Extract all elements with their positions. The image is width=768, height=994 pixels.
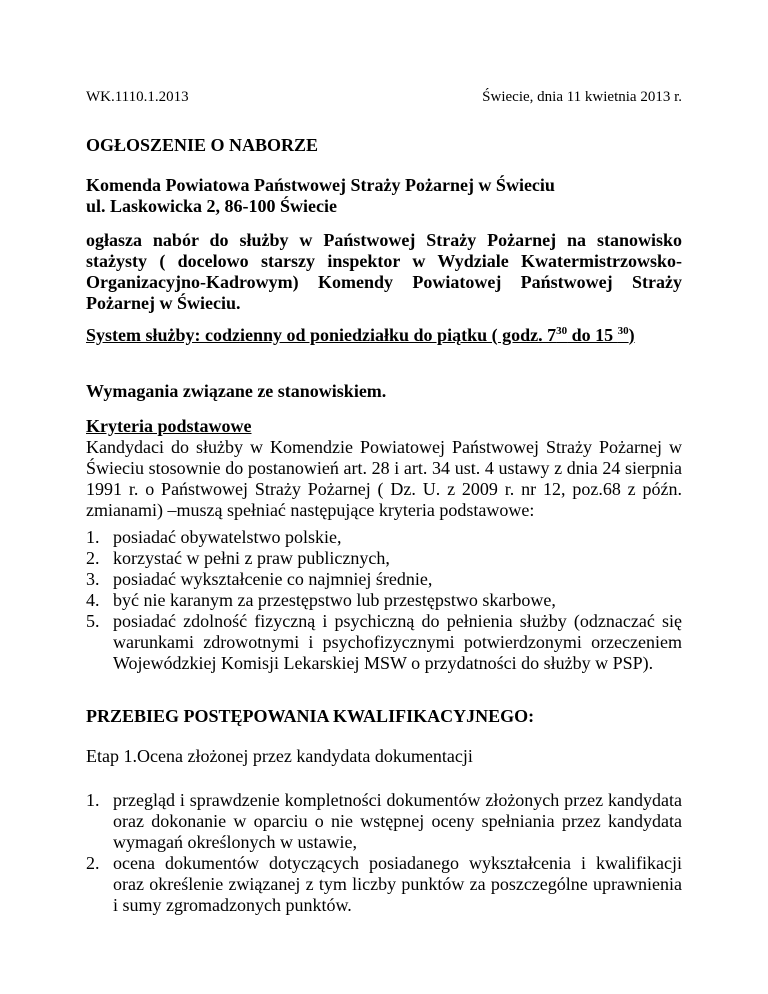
list-item [86, 853, 682, 916]
service-system-prefix: System służby: codzienny od poniedziałku do piątku ( godz. 7 [86, 325, 557, 345]
list-item-number: 1. [86, 790, 100, 810]
service-system-line [86, 325, 682, 346]
list-item-text: posiadać wykształcenie co najmniej średnie, [113, 569, 433, 589]
stage1-heading: Etap 1.Ocena złożonej przez kandydata dokumentacji [86, 746, 473, 766]
list-item-number: 3. [86, 569, 100, 589]
list-item [86, 790, 682, 853]
organization-block [86, 175, 682, 217]
list-item-text: posiadać obywatelstwo polskie, [113, 527, 342, 547]
list-item-number: 2. [86, 853, 100, 873]
list-item [86, 569, 682, 590]
list-item-number: 1. [86, 527, 100, 547]
organization-address: ul. Laskowicka 2, 86-100 Świecie [86, 196, 338, 216]
service-end-minutes: 30 [617, 325, 629, 337]
list-item-text: być nie karanym za przestępstwo lub przestępstwo skarbowe, [113, 590, 556, 610]
stage1-list [86, 790, 682, 916]
criteria-list [86, 527, 682, 674]
criteria-heading: Kryteria podstawowe [86, 416, 252, 436]
list-item [86, 590, 682, 611]
procedure-heading: PRZEBIEG POSTĘPOWANIA KWALIFIKACYJNEGO: [86, 706, 535, 726]
list-item [86, 611, 682, 674]
list-item-text: ocena dokumentów dotyczących posiadanego wykształcenia i kwalifikacji oraz określenie związanej z tym liczby punktów za poszczególne uprawnienia i sumy zgromadzonych punktów. [113, 853, 682, 915]
service-system-suffix: ) [628, 325, 635, 345]
list-item-number: 4. [86, 590, 100, 610]
requirements-heading: Wymagania związane ze stanowiskiem. [86, 381, 387, 401]
organization-name: Komenda Powiatowa Państwowej Straży Pożarnej w Świeciu [86, 175, 555, 195]
reference-number: WK.1110.1.2013 [86, 89, 189, 105]
list-item-text: korzystać w pełni z praw publicznych, [113, 548, 390, 568]
list-item [86, 548, 682, 569]
list-item [86, 527, 682, 548]
list-item-number: 5. [86, 611, 100, 631]
criteria-paragraph: Kandydaci do służby w Komendzie Powiatowej Państwowej Straży Pożarnej w Świeciu stosownie do postanowień art. 28 i art. 34 ust. 4 ustawy z dnia 24 sierpnia 1991 r. o Państwowej Straży Pożarnej ( Dz. U. z 2009 r. nr 12, poz.68 z późn. zmianami) –muszą spełniać następujące kryteria podstawowe: [86, 437, 682, 520]
announcement-paragraph: ogłasza nabór do służby w Państwowej Straży Pożarnej na stanowisko stażysty ( docelowo starszy inspektor w Wydziale Kwatermistrzowsko-Organizacyjno-Kadrowym) Komendy Powiatowej Państwowej Straży Pożarnej w Świeciu. [86, 230, 682, 313]
service-system-middle: do 15 [567, 325, 618, 345]
document-title: OGŁOSZENIE O NABORZE [86, 135, 319, 155]
list-item-text: przegląd i sprawdzenie kompletności dokumentów złożonych przez kandydata oraz dokonanie w oparciu o nie wstępnej oceny spełniania przez kandydata wymagań określonych w ustawie, [113, 790, 682, 852]
list-item-text: posiadać zdolność fizyczną i psychiczną do pełnienia służby (odznaczać się warunkami zdrowotnymi i psychofizycznymi potwierdzonymi orzeczeniem Wojewódzkiej Komisji Lekarskiej MSW o przydatności do służby w PSP). [113, 611, 682, 673]
service-start-minutes: 30 [556, 325, 568, 337]
place-and-date: Świecie, dnia 11 kwietnia 2013 r. [482, 89, 682, 105]
list-item-number: 2. [86, 548, 100, 568]
